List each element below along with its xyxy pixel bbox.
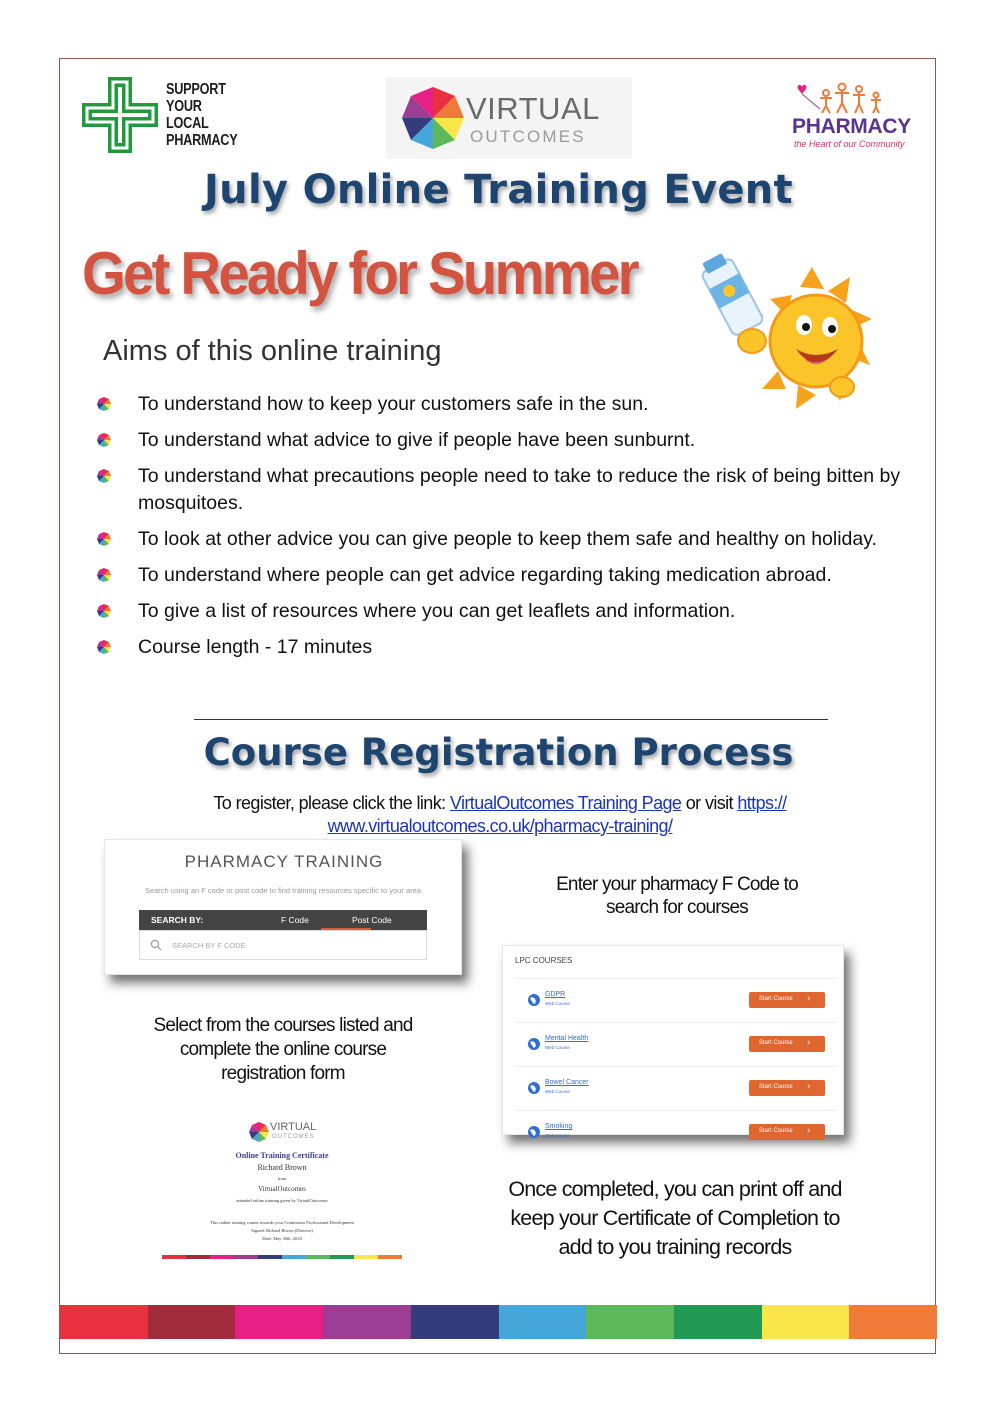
ph-tagline: the Heart of our Community	[794, 139, 905, 149]
course-row[interactable]	[515, 978, 837, 1022]
fcode-search-input[interactable]	[139, 930, 427, 960]
rainbow-segment	[674, 1305, 762, 1339]
people-figures-icon	[792, 79, 902, 115]
slp-text	[166, 81, 237, 149]
globe-icon	[527, 993, 541, 1007]
event-title: July Online Training Event	[204, 167, 793, 213]
training-page-link[interactable]: VirtualOutcomes Training Page	[449, 793, 682, 813]
caption-line: Enter your pharmacy F Code to	[556, 874, 798, 895]
rainbow-segment	[60, 1305, 148, 1339]
prism-bullet-icon	[96, 603, 112, 619]
prism-bullet-icon	[96, 531, 112, 547]
aims-item	[96, 634, 916, 661]
aims-item-text: To understand what precautions people need to take to reduce the risk of being bitten by mosquitoes.	[138, 465, 901, 514]
prism-bullet-icon	[96, 468, 112, 484]
aims-item-text: To understand how to keep your customers safe in the sun.	[138, 393, 649, 415]
shot-title: PHARMACY TRAINING	[184, 852, 384, 871]
certificate-title: Online Training Certificate	[235, 1151, 329, 1160]
start-course-button[interactable]	[749, 1124, 825, 1140]
caption-line: keep your Certificate of Completion to	[510, 1206, 840, 1230]
pharmacy-community-logo	[786, 79, 910, 149]
shot-subtitle: Search using an F code or post code to find training resources specific to your area.	[144, 886, 424, 895]
cert-logo-word2: OUTCOMES	[272, 1134, 315, 1140]
registration-instructions	[120, 792, 880, 838]
rainbow-segment	[499, 1305, 587, 1339]
caption-line: registration form	[221, 1063, 345, 1084]
or-visit-text: or visit	[685, 793, 733, 813]
course-row[interactable]	[515, 1110, 837, 1154]
certificate-logo	[248, 1119, 318, 1145]
registration-title: Course Registration Process	[203, 731, 794, 774]
summer-title: Get Ready for Summer	[82, 240, 637, 307]
chevron-right-icon: ›	[807, 993, 811, 1004]
chevron-right-icon: ›	[807, 1081, 811, 1092]
prism-logo-icon	[248, 1121, 270, 1143]
aims-item	[96, 463, 916, 517]
rainbow-segment	[586, 1305, 674, 1339]
completion-caption	[470, 1175, 880, 1262]
course-row[interactable]	[515, 1022, 837, 1066]
rainbow-segment	[235, 1305, 323, 1339]
search-icon	[150, 939, 162, 951]
start-course-label: Start Course	[759, 1040, 793, 1046]
chevron-right-icon: ›	[807, 1037, 811, 1048]
support-local-pharmacy-logo	[82, 77, 252, 153]
select-caption	[128, 1014, 438, 1086]
globe-icon	[527, 1081, 541, 1095]
start-course-button[interactable]	[749, 1080, 825, 1096]
caption-line: Select from the courses listed and	[153, 1015, 413, 1036]
course-type: Web Course	[545, 1089, 570, 1094]
certificate-date: Date: May 30th, 2018	[262, 1236, 302, 1241]
course-name[interactable]: Mental Health	[545, 1035, 589, 1042]
certificate-attended: attended online training given by VirtualOutcomes	[236, 1198, 328, 1203]
prism-bullet-icon	[96, 567, 112, 583]
start-course-button[interactable]	[749, 1036, 825, 1052]
url-part: https://	[737, 793, 787, 813]
course-row[interactable]	[515, 1066, 837, 1110]
aims-item-text: To give a list of resources where you can get leaflets and information.	[138, 600, 736, 622]
aims-item	[96, 526, 916, 553]
globe-icon	[527, 1125, 541, 1139]
lpc-courses-heading: LPC COURSES	[515, 956, 573, 965]
certificate-preview	[160, 1111, 404, 1263]
prism-bullet-icon	[96, 639, 112, 655]
start-course-label: Start Course	[759, 996, 793, 1002]
certificate-from: from	[277, 1176, 287, 1181]
flyer-frame	[59, 58, 936, 1354]
caption-line: Once completed, you can print off and	[508, 1177, 842, 1201]
start-course-button[interactable]	[749, 992, 825, 1008]
aims-item	[96, 427, 916, 454]
search-placeholder: SEARCH BY F CODE	[172, 941, 246, 950]
rainbow-segment	[411, 1305, 499, 1339]
lpc-courses-screenshot	[502, 945, 844, 1138]
virtual-outcomes-logo	[386, 77, 632, 159]
search-by-bar	[139, 910, 427, 930]
cert-logo-word1: VIRTUAL	[270, 1121, 317, 1133]
aims-item-text: To understand where people can get advice regarding taking medication abroad.	[138, 564, 832, 586]
search-by-label: SEARCH BY:	[151, 915, 204, 925]
rainbow-segment	[762, 1305, 850, 1339]
course-type: Web Course	[545, 1133, 570, 1138]
vo-word2: OUTCOMES	[470, 127, 586, 146]
tab-postcode[interactable]: Post Code	[352, 915, 392, 925]
course-name[interactable]: Smoking	[545, 1123, 573, 1130]
certificate-cpd-line: This online training counts towards your Continuous Professional Development	[210, 1220, 354, 1225]
rainbow-footer-stripe	[60, 1305, 937, 1339]
aims-heading: Aims of this online training	[103, 335, 442, 367]
start-course-label: Start Course	[759, 1128, 793, 1134]
rainbow-segment	[323, 1305, 411, 1339]
pharmacy-cross-icon	[82, 77, 158, 153]
caption-line: search for courses	[606, 897, 748, 918]
fcode-caption	[512, 873, 842, 919]
slp-line: YOUR	[166, 98, 202, 115]
course-name[interactable]: Bowel Cancer	[545, 1079, 589, 1086]
tab-fcode[interactable]: F Code	[281, 915, 309, 925]
prism-bullet-icon	[96, 432, 112, 448]
aims-item	[96, 391, 916, 418]
aims-list	[96, 391, 916, 670]
aims-item	[96, 562, 916, 589]
registration-lead: To register, please click the link:	[213, 793, 446, 813]
pharmacy-training-screenshot	[104, 839, 462, 975]
prism-logo-icon	[400, 85, 466, 151]
aims-item	[96, 598, 916, 625]
course-type: Web Course	[545, 1001, 570, 1006]
certificate-color-stripe	[162, 1255, 402, 1259]
section-divider	[194, 719, 828, 720]
rainbow-segment	[148, 1305, 236, 1339]
aims-item-text: To look at other advice you can give people to keep them safe and healthy on holiday.	[138, 528, 877, 550]
certificate-name: Richard Brown	[257, 1163, 307, 1172]
slp-line: LOCAL	[166, 115, 209, 132]
aims-item-text: To understand what advice to give if people have been sunburnt.	[138, 429, 696, 451]
caption-line: add to you training records	[558, 1235, 792, 1259]
certificate-org: VirtualOutcomes	[258, 1185, 306, 1193]
url-part: www.virtualoutcomes.co.uk/pharmacy-training/	[327, 816, 673, 836]
start-course-label: Start Course	[759, 1084, 793, 1090]
rainbow-segment	[849, 1305, 937, 1339]
course-name[interactable]: GDPR	[545, 991, 566, 998]
globe-icon	[527, 1037, 541, 1051]
slp-line: SUPPORT	[166, 81, 226, 98]
prism-bullet-icon	[96, 396, 112, 412]
course-type: Web Course	[545, 1045, 570, 1050]
caption-line: complete the online course	[179, 1039, 387, 1060]
vo-word1: VIRTUAL	[466, 91, 600, 126]
slp-line: PHARMACY	[166, 132, 238, 149]
chevron-right-icon: ›	[807, 1125, 811, 1136]
certificate-signed: Signed: Richard Brown (Director)	[251, 1228, 313, 1233]
ph-word: PHARMACY	[792, 115, 911, 138]
aims-item-text: Course length - 17 minutes	[138, 636, 373, 658]
